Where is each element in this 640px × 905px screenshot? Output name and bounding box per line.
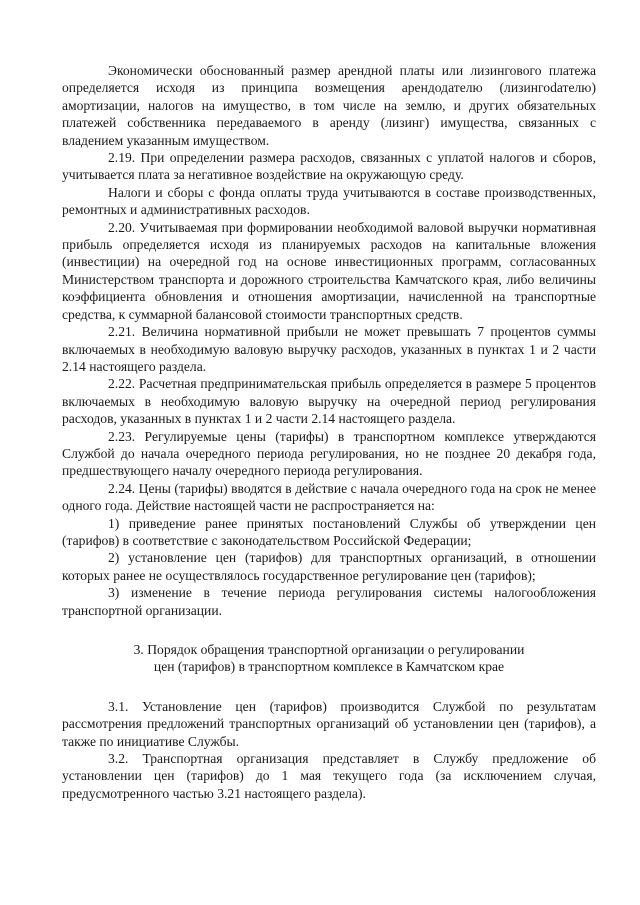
paragraph-2-24-item-2: 2) установление цен (тарифов) для транспортных организаций, в отношении которых ранее не осуществлялось государственное регулирование цен (тарифов);: [62, 550, 596, 583]
section-heading: [62, 641, 596, 676]
paragraphs-bottom: [62, 698, 596, 802]
paragraph-lease-payment: Экономически обоснованный размер арендной платы или лизингового платежа определяется исходя из принципа возмещения арендодателю (лизингоdателю) амортизации, налогов на имущество, в том числе на землю, и других обязательных платежей собственника передаваемого в аренду (лизинг) имущества, связанных с владением указанным имуществом.: [62, 63, 596, 148]
paragraph-3-2: 3.2. Транспортная организация представляет в Службу предложение об установлении цен (тарифов) до 1 мая текущего года (за исключением случая, предусмотренного частью 3.21 настоящего раздела).: [62, 751, 596, 801]
paragraph-2-19: 2.19. При определении размера расходов, связанных с уплатой налогов и сборов, учитывается плата за негативное воздействие на окружающую среду.: [62, 150, 596, 183]
document-page: [62, 62, 596, 802]
paragraph-2-24-item-1: 1) приведение ранее принятых постановлений Службы об утверждении цен (тарифов) в соответствие с законодательством Российской Федерации;: [62, 515, 596, 548]
spacer: [62, 619, 596, 641]
paragraph-2-24-item-3: 3) изменение в течение периода регулирования системы налогообложения транспортной организации.: [62, 585, 596, 618]
paragraph-2-23: 2.23. Регулируемые цены (тарифы) в транспортном комплексе утверждаются Службой до начала очередного периода регулирования, но не позднее 20 декабря года, предшествующего началу очередного периода регулирования.: [62, 428, 596, 479]
paragraph-2-24: 2.24. Цены (тарифы) вводятся в действие с начала очередного года на срок не менее одного года. Действие настоящей части не распространяется на:: [62, 480, 596, 514]
section-heading-line-1: 3. Порядок обращения транспортной организации о регулировании: [133, 642, 525, 657]
paragraph-2-20: 2.20. Учитываемая при формировании необходимой валовой выручки нормативная прибыль определяется исходя из планируемых расходов на капитальные вложения (инвестиции) на очередной год на основе инвестиционных программ, согласованных Министерством транспорта и дорожного строительства Камчатского края, либо величины коэффициента обновления и отношения амортизации, начисленной на транспортные средства, к суммарной балансовой стоимости транспортных средств.: [62, 219, 596, 322]
paragraph-2-21: 2.21. Величина нормативной прибыли не может превышать 7 процентов суммы включаемых в необходимую валовую выручку расходов, указанных в пунктах 1 и 2 части 2.14 настоящего раздела.: [62, 324, 596, 374]
paragraph-2-22: 2.22. Расчетная предпринимательская прибыль определяется в размере 5 процентов включаемых в необходимую валовую выручку на очередной период регулирования расходов, указанных в пунктах 1 и 2 части 2.14 настоящего раздела.: [62, 376, 596, 427]
spacer: [62, 676, 596, 698]
paragraph-2-19-taxes: Налоги и сборы с фонда оплаты труда учитываются в составе производственных, ремонтных и административных расходов.: [62, 184, 596, 218]
paragraph-3-1: 3.1. Установление цен (тарифов) производится Службой по результатам рассмотрения предложений транспортных организаций об установлении цен (тарифов), а также по инициативе Службы.: [62, 698, 596, 749]
section-heading-line-2: цен (тарифов) в транспортном комплексе в Камчатском крае: [153, 659, 505, 675]
paragraphs-top: [62, 62, 596, 619]
